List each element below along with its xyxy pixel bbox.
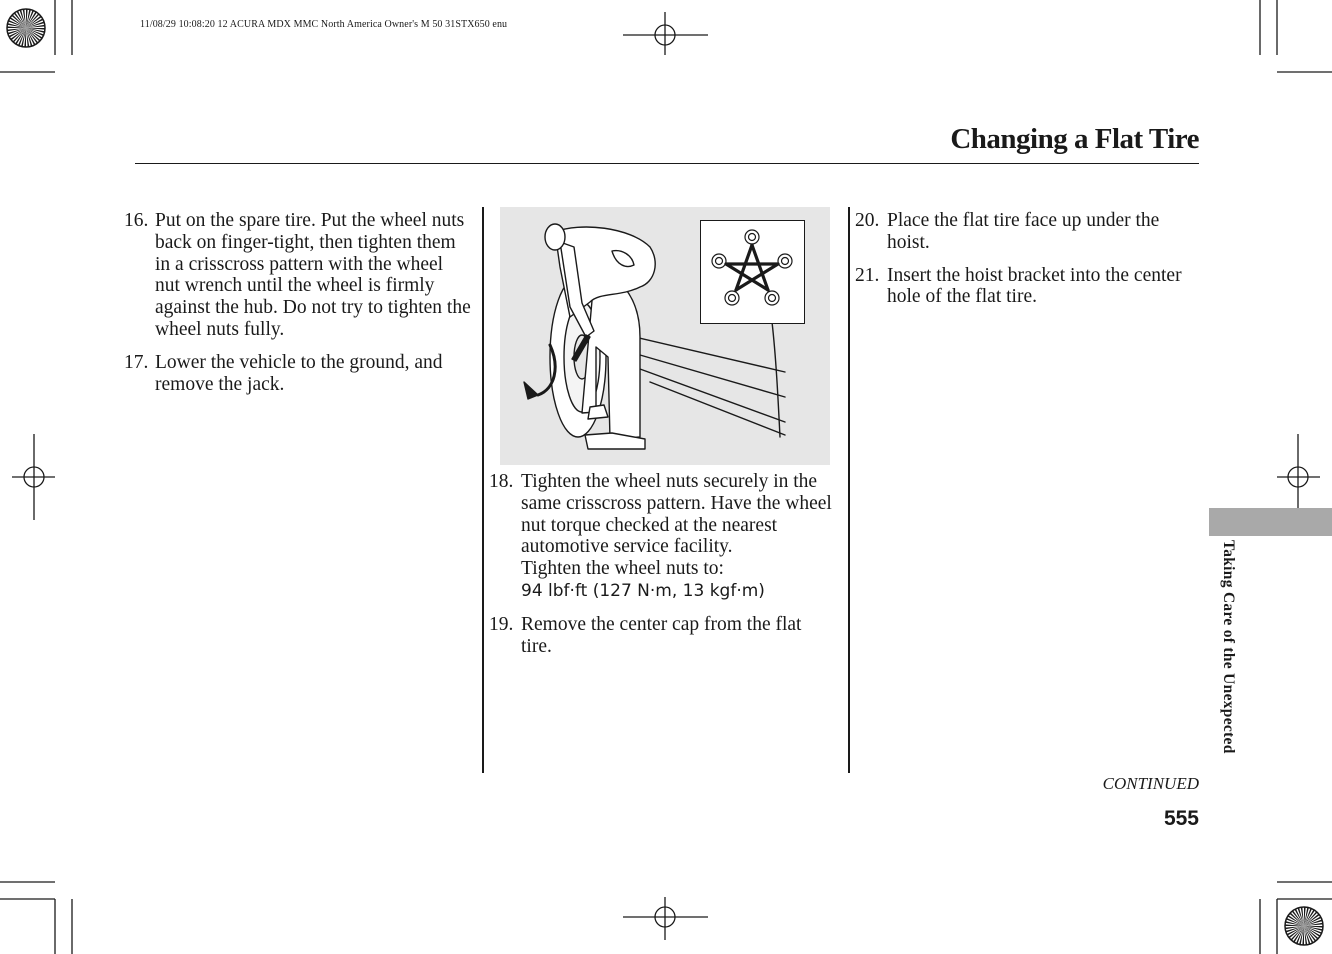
step-text: Lower the vehicle to the ground, and remove the jack.: [155, 351, 443, 395]
step-number: 20.: [855, 210, 880, 231]
tire-change-illustration: [500, 207, 830, 465]
step-21: [855, 265, 1201, 309]
step-number: 19.: [489, 613, 514, 635]
section-tab-label: Taking Care of the Unexpected: [1220, 540, 1237, 754]
step-number: 16.: [124, 210, 149, 231]
step-text: Place the flat tire face up under the hoist.: [887, 210, 1160, 253]
continued-label: CONTINUED: [1102, 774, 1199, 793]
step-20: [855, 210, 1201, 254]
registration-target-icon: [623, 12, 708, 55]
registration-target-icon: [12, 434, 55, 520]
starburst-icon: [1285, 907, 1323, 945]
step-text: Remove the center cap from the flat tire.: [521, 613, 802, 657]
step-text: Put on the spare tire. Put the wheel nuts back on finger-tight, then tighten them in a crisscross pattern with the wheel nut wrench until the wheel is firmly against the hub. Do not try to tighten the wheel nuts fully.: [155, 210, 471, 340]
step-number: 17.: [124, 351, 149, 373]
torque-spec: 94 lbf·ft (127 N·m, 13 kgf·m): [521, 580, 765, 601]
step-number: 21.: [855, 264, 880, 286]
crop-mark-icon: [1260, 0, 1332, 72]
page-number: 555: [1163, 807, 1199, 830]
page-title: Changing a Flat Tire: [950, 123, 1199, 155]
starburst-icon: [7, 9, 45, 47]
column-divider: [848, 207, 850, 773]
step-16: [124, 210, 472, 341]
section-tab: [1209, 508, 1332, 536]
column-right: [855, 210, 1201, 319]
title-rule: [135, 163, 1199, 164]
crop-mark-icon: [0, 882, 72, 954]
registration-target-icon: [623, 897, 708, 940]
step-19: [489, 614, 833, 658]
crisscross-pattern-inset: [700, 220, 805, 324]
column-left: [124, 210, 472, 406]
step-number: 18.: [489, 471, 514, 492]
step-text: Tighten the wheel nuts securely in the same crisscross pattern. Have the wheel nut torque checked at the nearest automotive service facility.: [521, 471, 832, 558]
step-sub-text: Tighten the wheel nuts to:: [521, 558, 724, 580]
step-18: [489, 471, 833, 603]
print-slug: 11/08/29 10:08:20 12 ACURA MDX MMC North America Owner's M 50 31STX650 enu: [140, 19, 508, 30]
step-17: [124, 352, 472, 396]
step-text: Insert the hoist bracket into the center hole of the flat tire.: [887, 264, 1182, 308]
column-middle: [489, 471, 833, 668]
column-divider: [482, 207, 484, 773]
